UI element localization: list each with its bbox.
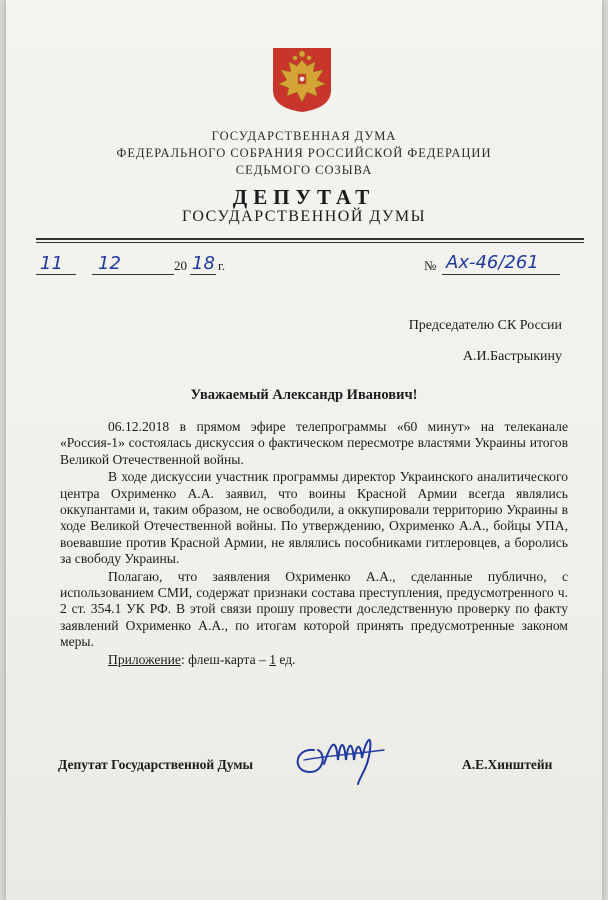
addressee-name: А.И.Бастрыкину xyxy=(462,349,562,364)
attachment-line xyxy=(60,652,568,668)
date-number-row xyxy=(6,252,602,278)
org-name-line1: ГОСУДАРСТВЕННАЯ ДУМА xyxy=(211,129,397,143)
year-underline xyxy=(190,274,216,275)
org-name-line3: СЕДЬМОГО СОЗЫВА xyxy=(235,163,373,177)
attachment-count: 1 xyxy=(269,651,277,667)
date-year: 18 xyxy=(192,253,215,274)
number-label: № xyxy=(424,258,437,273)
greeting: Уважаемый Александр Иванович! xyxy=(190,387,418,403)
outgoing-number: Ах-46/261 xyxy=(446,252,539,273)
letter-page xyxy=(6,0,602,900)
addressee-title: Председателю СК России xyxy=(408,318,562,333)
year-prefix: 20 xyxy=(174,258,187,273)
paragraph-1: 06.12.2018 в прямом эфире телепрограммы «60 минут» на телеканале «Россия-1» состоялась дискуссия о фактическом пересмотре властями Украины итогов Великой Отечественной войны. xyxy=(60,419,568,467)
date-month: 12 xyxy=(98,253,121,274)
date-day: 11 xyxy=(40,253,63,274)
letter-body xyxy=(60,419,568,668)
letterhead-divider-thin xyxy=(36,242,584,243)
signatory-position: Депутат Государственной Думы xyxy=(58,757,254,772)
month-underline xyxy=(92,274,174,275)
signatory-name: А.Е.Хинштейн xyxy=(462,757,553,772)
letterhead-subtitle: ГОСУДАРСТВЕННОЙ ДУМЫ xyxy=(181,208,427,225)
handwritten-signature xyxy=(284,720,404,790)
org-name-line2: ФЕДЕРАЛЬНОГО СОБРАНИЯ РОССИЙСКОЙ ФЕДЕРАЦИИ xyxy=(116,146,492,160)
letterhead-title: ДЕПУТАТ xyxy=(232,185,376,209)
number-underline xyxy=(442,274,560,275)
attachment-label: Приложение xyxy=(108,651,181,667)
attachment-text: : флеш-карта – xyxy=(180,651,270,667)
year-mark: г. xyxy=(218,258,226,273)
day-underline xyxy=(36,274,76,275)
coat-of-arms-emblem xyxy=(271,46,333,114)
paragraph-3: Полагаю, что заявления Охрименко А.А., сделанные публично, с использованием СМИ, содержат признаки состава преступления, предусмотренного ч. 2 ст. 354.1 УК РФ. В этой связи прошу провести доследственную проверку по факту заявлений Охрименко А.А., по итогам которой принять предусмотренные законом меры. xyxy=(60,568,568,650)
letterhead-divider xyxy=(36,238,584,240)
paragraph-2: В ходе дискуссии участник программы директор Украинского аналитического центра Охрименко А.А. заявил, что воины Красной Армии всегда являлись оккупантами и, таким образом, не освободили, а оккупировали территорию Украины в ходе Великой Отечественной войны. По утверждению, Охрименко А.А., бойцы УПА, воевавшие против Красной Армии, не являлись пособниками гитлеровцев, а боролись за свободу Украины. xyxy=(60,469,568,567)
attachment-unit: ед. xyxy=(276,651,296,667)
